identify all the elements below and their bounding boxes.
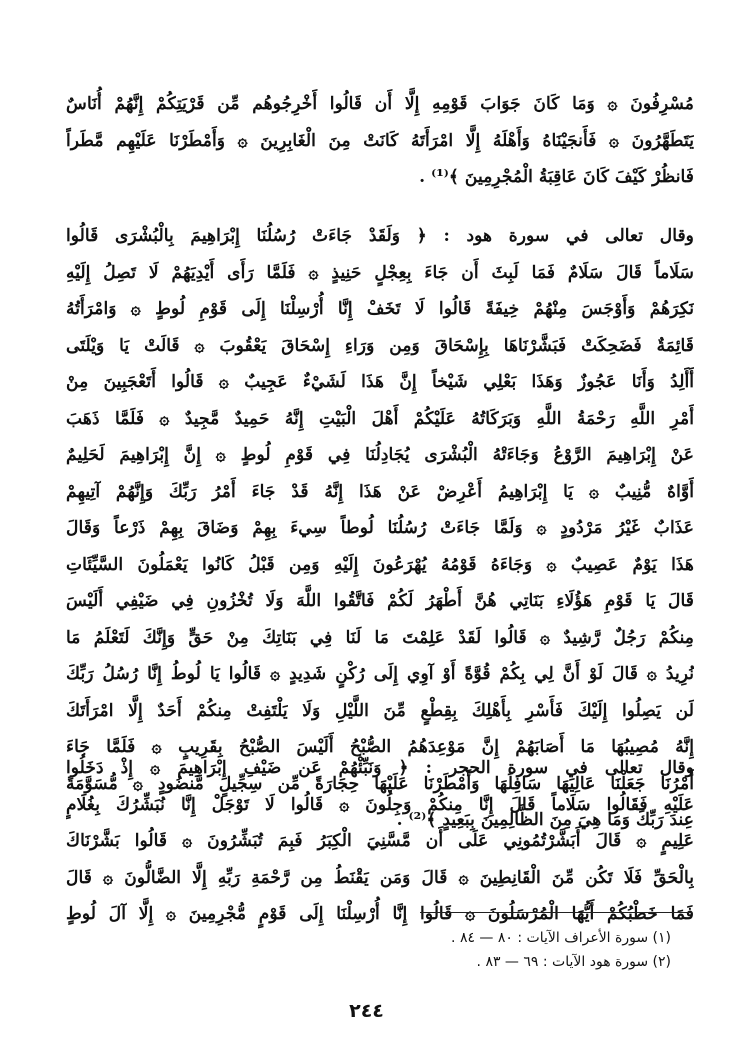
text-line: مِنكُمْ رَجُلٌ رَّشِيدٌ ۞ قَالُوا لَقَدْ عَلِمْتَ مَا لَنَا فِي بَنَاتِكَ مِنْ حَقٍّ وَإِنَّكَ لَتَعْلَمُ مَا	[66, 627, 694, 648]
text-line: نَكِرَهُمْ وَأَوْجَسَ مِنْهُمْ خِيفَةً قَالُوا لَا تَخَفْ إِنَّا أُرْسِلْنَا إِلَى قَوْمِ لُوطٍ ۞ وَامْرَأَتُهُ	[66, 299, 694, 319]
text-line: أَوَّاهٌ مُّنِيبٌ ۞ يَا إِبْرَاهِيمُ أَعْرِضْ عَنْ هَذَا إِنَّهُ قَدْ جَاءَ أَمْرُ رَبِّكَ وَإِنَّهُمْ آتِيهِمْ	[66, 481, 694, 502]
footnotes	[271, 926, 671, 974]
text-line: قَالَ يَا قَوْمِ هَؤُلَاءِ بَنَاتِي هُنَّ أَطْهَرُ لَكُمْ فَاتَّقُوا اللَّهَ وَلَا تُخْزُونِ فِي ضَيْفِي أَلَيْسَ	[66, 591, 694, 611]
text-line: فَمَا خَطْبُكُمْ أَيُّهَا الْمُرْسَلُونَ ۞ قَالُوا إِنَّا أُرْسِلْنَا إِلَى قَوْمٍ مُّجْرِمِينَ ۞ إِلَّا آلَ لُوطٍ	[66, 904, 694, 924]
text-line: وقال تعالى في سورة الحجر : ﴿ وَنَبِّئْهُمْ عَن ضَيْفِ إِبْرَاهِيمَ ۞ إِذْ دَخَلُوا	[66, 758, 694, 778]
text-line: عَلِيمٍ ۞ قَالَ أَبَشَّرْتُمُونِي عَلَى أَن مَّسَّنِيَ الْكِبَرُ فَبِمَ تُبَشِّرُونَ ۞ قَالُوا بَشَّرْنَاكَ	[66, 831, 694, 851]
text-line: عَذَابٌ غَيْرُ مَرْدُودٍ ۞ وَلَمَّا جَاءَتْ رُسُلُنَا لُوطاً سِيءَ بِهِمْ وَضَاقَ بِهِمْ ذَرْعاً وَقَالَ	[66, 518, 694, 538]
page-number: ٢٤٤	[349, 1000, 384, 1022]
text-line: هَذَا يَوْمٌ عَصِيبٌ ۞ وَجَاءَهُ قَوْمُهُ يُهْرَعُونَ إِلَيْهِ وَمِن قَبْلُ كَانُوا يَعْمَلُونَ السَّيِّئَاتِ	[66, 554, 694, 575]
footnote-divider	[420, 912, 692, 913]
text-line: أَمْرِ اللَّهِ رَحْمَةُ اللَّهِ وَبَرَكَاتُهُ عَلَيْكُمْ أَهْلَ الْبَيْتِ إِنَّهُ حَمِيدٌ مَّجِيدٌ ۞ فَلَمَّا ذَهَبَ	[66, 408, 694, 429]
paragraph-2	[66, 218, 694, 839]
text-line: أَأَلِدُ وَأَنَا عَجُوزٌ وَهَذَا بَعْلِي شَيْخاً إِنَّ هَذَا لَشَيْءٌ عَجِيبٌ ۞ قَالُوا أَتَعْجَبِينَ مِنْ	[66, 372, 694, 392]
text-line: بِالْحَقِّ فَلَا تَكُن مِّنَ الْقَانِطِينَ ۞ قَالَ وَمَن يَقْنَطُ مِن رَّحْمَةِ رَبِّهِ إِلَّا الضَّالُّونَ ۞ قَالَ	[66, 867, 694, 888]
text-line: عِندَ رَبِّكَ وَمَا هِيَ مِنَ الظَّالِمِينَ بِبَعِيدٍ ﴾⁽²⁾ .	[396, 810, 694, 830]
footnote-2: (٢) سورة هود الآيات : ٦٩ — ٨٣ .	[476, 954, 671, 970]
text-line: فَانظُرْ كَيْفَ كَانَ عَاقِبَةُ الْمُجْرِمِينَ ﴾⁽¹⁾ .	[419, 167, 694, 187]
text-line: أَمْرُنَا جَعَلْنَا عَالِيَهَا سَافِلَهَا وَأَمْطَرْنَا عَلَيْهَا حِجَارَةً مِّن سِجِّيلٍ مَّنضُودٍ ۞ مُّسَوَّمَةً	[66, 773, 694, 794]
paragraph-1	[66, 86, 694, 196]
text-line: نُرِيدُ ۞ قَالَ لَوْ أَنَّ لِي بِكُمْ قُوَّةً أَوْ آوِي إِلَى رُكْنٍ شَدِيدٍ ۞ قَالُوا يَا لُوطُ إِنَّا رُسُلُ رَبِّكَ	[66, 664, 694, 684]
text-line: عَلَيْهِ فَقَالُوا سَلَاماً قَالَ إِنَّا مِنكُمْ وَجِلُونَ ۞ قَالُوا لَا تَوْجَلْ إِنَّا نُبَشِّرُكَ بِغُلَامٍ	[66, 794, 694, 815]
text-line: وقال تعالى في سورة هود : ﴿ وَلَقَدْ جَاءَتْ رُسُلُنَا إِبْرَاهِيمَ بِالْبُشْرَى قَالُوا	[66, 226, 694, 246]
text-line: إِنَّهُ مُصِيبُهَا مَا أَصَابَهُمْ إِنَّ مَوْعِدَهُمُ الصُّبْحُ أَلَيْسَ الصُّبْحُ بِقَرِيبٍ ۞ فَلَمَّا جَاءَ	[66, 737, 694, 757]
text-line: يَتَطَهَّرُونَ ۞ فَأَنجَيْنَاهُ وَأَهْلَهُ إِلَّا امْرَأَتَهُ كَانَتْ مِنَ الْغَابِرِينَ ۞ وَأَمْطَرْنَا عَلَيْهِم مَّطَراً	[66, 130, 694, 151]
text-line: قَائِمَةٌ فَضَحِكَتْ فَبَشَّرْنَاهَا بِإِسْحَاقَ وَمِن وَرَاءِ إِسْحَاقَ يَعْقُوبَ ۞ قَالَتْ يَا وَيْلَتَى	[66, 335, 694, 356]
paragraph-3	[66, 750, 694, 933]
footnote-1: (١) سورة الأعراف الآيات : ٨٠ — ٨٤ .	[451, 930, 671, 946]
text-line: سَلَاماً قَالَ سَلَامٌ فَمَا لَبِثَ أَن جَاءَ بِعِجْلٍ حَنِيذٍ ۞ فَلَمَّا رَأَى أَيْدِيَهُمْ لَا تَصِلُ إِلَيْهِ	[66, 262, 694, 283]
text-line: عَنْ إِبْرَاهِيمَ الرَّوْعُ وَجَاءَتْهُ الْبُشْرَى يُجَادِلُنَا فِي قَوْمِ لُوطٍ ۞ إِنَّ إِبْرَاهِيمَ لَحَلِيمٌ	[66, 445, 694, 465]
text-line: مُسْرِفُونَ ۞ وَمَا كَانَ جَوَابَ قَوْمِهِ إِلَّا أَن قَالُوا أَخْرِجُوهُم مِّن قَرْيَتِكُمْ إِنَّهُمْ أُنَاسٌ	[66, 94, 694, 114]
text-line: لَن يَصِلُوا إِلَيْكَ فَأَسْرِ بِأَهْلِكَ بِقِطْعٍ مِّنَ اللَّيْلِ وَلَا يَلْتَفِتْ مِنكُمْ أَحَدٌ إِلَّا امْرَأَتَكَ	[66, 700, 694, 721]
